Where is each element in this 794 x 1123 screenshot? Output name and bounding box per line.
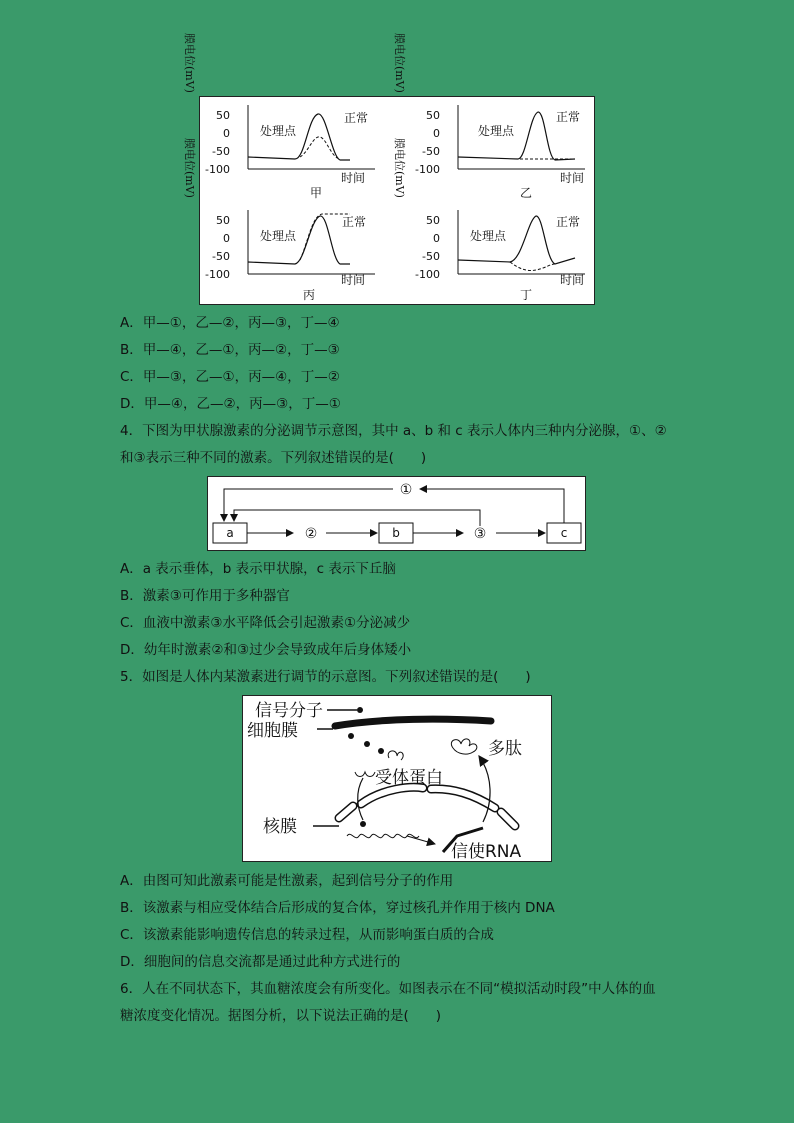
ytick: 0 [433,127,440,140]
ytick: 50 [426,109,440,122]
thyroid-regulation-svg [208,477,585,550]
ylabel: 膜电位(mV) [183,33,196,93]
treat-label: 处理点 [470,229,507,243]
ytick: -50 [212,250,230,263]
q3-option-d: D．甲—④，乙—②，丙—③，丁—① [120,396,341,412]
q6-stem-line2: 糖浓度变化情况。据图分析，以下说法正确的是( ) [120,1008,442,1024]
ytick: 50 [426,214,440,227]
q4-option-b: B．激素③可作用于多种器官 [120,588,290,604]
ylabel: 膜电位(mV) [393,138,406,198]
ytick: 0 [433,232,440,245]
q4-stem-line1: 4．下图为甲状腺激素的分泌调节示意图，其中 a、b 和 c 表示人体内三种内分泌腺，①、② [120,423,667,439]
q5-stem: 5．如图是人体内某激素进行调节的示意图。下列叙述错误的是( ) [120,669,531,685]
q4-option-a: A．a 表示垂体，b 表示甲状腺，c 表示下丘脑 [120,561,396,577]
q6-stem-line1: 6．人在不同状态下，其血糖浓度会有所变化。如图表示在不同“模拟活动时段”中人体的血 [120,981,656,997]
q3-option-c: C．甲—③，乙—①，丙—④，丁—② [120,369,340,385]
panel-caption: 甲 [310,186,323,200]
ylabel: 膜电位(mV) [393,33,406,93]
panel-yi [393,33,585,200]
ytick: -50 [212,145,230,158]
thyroid-regulation-diagram [207,476,586,551]
hormone-1: ① [399,482,413,498]
panel-caption: 丙 [303,288,316,302]
q4-option-c: C．血液中激素③水平降低会引起激素①分泌减少 [120,615,411,631]
receptor-label: 受体蛋白 [375,768,443,788]
xlabel: 时间 [560,171,585,185]
treat-label: 处理点 [478,124,515,138]
q4-stem-line2: 和③表示三种不同的激素。下列叙述错误的是( ) [120,450,427,466]
ytick: -100 [205,268,230,281]
q5-option-a: A．由图可知此激素可能是性激素，起到信号分子的作用 [120,873,454,889]
ytick: 0 [223,127,230,140]
mrna-label: 信使RNA [451,842,522,862]
treat-label: 处理点 [260,124,297,138]
ytick: 0 [223,232,230,245]
hormone-signal-diagram [242,695,552,862]
nuclear-label: 核膜 [263,817,297,837]
hormone-2: ② [304,526,318,542]
xlabel: 时间 [560,273,585,287]
q3-option-a: A．甲—①，乙—②，丙—③，丁—④ [120,315,340,331]
ylabel: 膜电位(mV) [183,138,196,198]
box-a-label: a [226,526,234,540]
normal-label: 正常 [556,215,581,229]
q3-option-b: B．甲—④，乙—①，丙—②，丁—③ [120,342,340,358]
membrane-label: 细胞膜 [247,721,298,741]
treat-label: 处理点 [260,229,297,243]
q5-option-c: C．该激素能影响遗传信息的转录过程，从而影响蛋白质的合成 [120,927,494,943]
ytick: -100 [415,268,440,281]
box-c-label: c [560,526,568,540]
hormone-3: ③ [473,526,487,542]
ytick: -50 [422,145,440,158]
box-b-label: b [392,526,400,540]
normal-label: 正常 [344,111,369,125]
q4-option-d: D．幼年时激素②和③过少会导致成年后身体矮小 [120,642,412,658]
signal-label: 信号分子 [255,701,323,721]
ytick: -50 [422,250,440,263]
q5-option-b: B．该激素与相应受体结合后形成的复合体，穿过核孔并作用于核内 DNA [120,900,555,916]
xlabel: 时间 [341,273,366,287]
membrane-potential-svg [183,33,594,304]
ytick: -100 [205,163,230,176]
panel-caption: 乙 [520,186,533,200]
q5-option-d: D．细胞间的信息交流都是通过此种方式进行的 [120,954,401,970]
ytick: 50 [216,109,230,122]
ytick: -100 [415,163,440,176]
peptide-label: 多肽 [488,739,522,759]
membrane-potential-figure [183,33,595,305]
ytick: 50 [216,214,230,227]
xlabel: 时间 [341,171,366,185]
hormone-signal-svg [243,696,551,861]
panel-jia [183,33,375,200]
normal-label: 正常 [556,110,581,124]
normal-label: 正常 [342,215,367,229]
panel-caption: 丁 [520,288,533,302]
